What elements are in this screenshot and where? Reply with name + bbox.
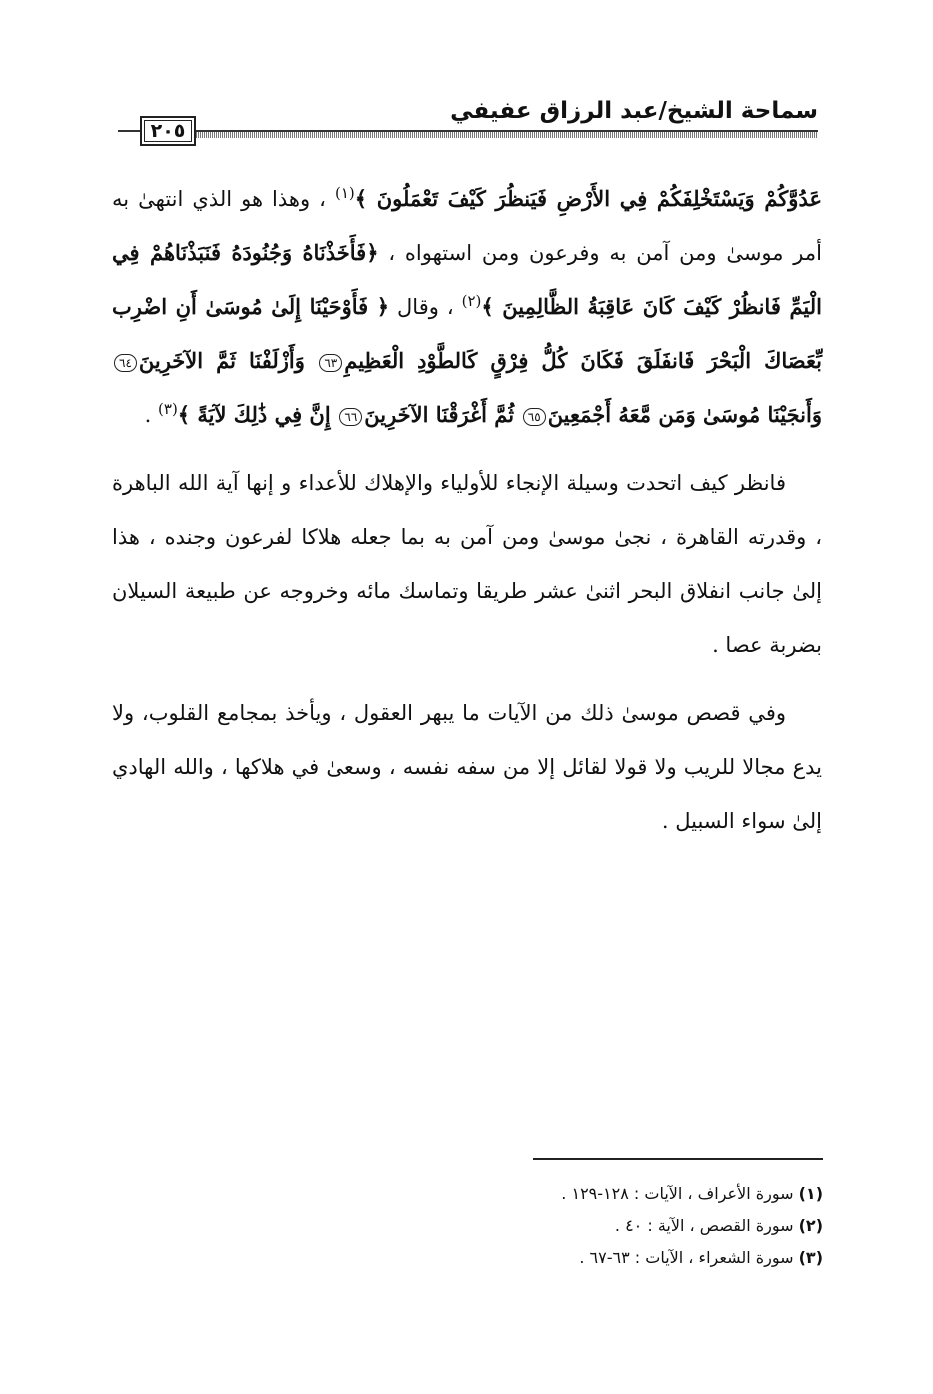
quran-verse: عَدُوَّكُمْ وَيَسْتَخْلِفَكُمْ فِي الأَرْضِ فَيَنظُرَ كَيْفَ تَعْمَلُونَ ﴾ [354,186,823,211]
quran-verse: ﴿فَأَخَذْنَاهُ وَجُنُودَهُ فَنَبَذْنَاهُمْ فِي الْيَمِّ فَانظُرْ كَيْفَ كَانَ عَاقِبَةُ الظَّالِمِينَ ﴾ [112,240,823,319]
text-run: وفي قصص موسىٰ ذلك من الآيات ما يبهر العقول ، ويأخذ بمجامع القلوب، ولا يدع مجالا للريب ولا قولا لقائل إلا من سفه نفسه ، وسعىٰ في هلاكها ، والله الهادي إلىٰ سواء السبيل . [112,701,822,833]
footnote-number: (٣) [798,1248,823,1267]
quran-verse: ﴿ فَأَوْحَيْنَا إِلَىٰ مُوسَىٰ أَنِ اضْرِب بِّعَصَاكَ الْبَحْرَ فَانفَلَقَ فَكَانَ كُلُّ فِرْقٍ كَالطَّوْدِ الْعَظِيمِ [112,294,822,373]
footnote [323,1242,823,1274]
footnote-ref: (١) [334,184,355,202]
footnote-separator [533,1158,823,1160]
quran-verse: إِنَّ فِي ذَٰلِكَ لآيَةً ﴾ [177,402,331,427]
footnote-number: (١) [798,1184,823,1203]
ayah-number-marker: ٦٣ [319,354,342,372]
header-title: سماحة الشيخ/عبد الرزاق عفيفي [450,98,818,124]
ayah-number-marker: ٦٦ [339,408,362,426]
footnote [323,1178,823,1210]
text-run: ، وهذا هو الذي انتهىٰ به أمر موسىٰ ومن آمن به وفرعون ومن استهواه ، [112,187,822,265]
paragraph [112,172,822,442]
paragraph [112,686,822,848]
body-text [112,172,822,848]
text-run: . [144,403,159,427]
quran-verse: وَأَنجَيْنَا مُوسَىٰ وَمَن مَّعَهُ أَجْمَعِينَ [547,402,822,427]
footnote [323,1210,823,1242]
footnote-text: سورة الشعراء ، الآيات : ٦٣-٦٧ . [579,1248,799,1267]
footnotes [323,1178,823,1274]
header-rule [196,130,818,138]
text-run: ، وقال [389,295,462,319]
footnote-ref: (٢) [461,292,482,310]
ayah-number-marker: ٦٥ [523,408,546,426]
text-run: فانظر كيف اتحدت وسيلة الإنجاء للأولياء والإهلاك للأعداء و إنها آية الله الباهرة ، وقدرته القاهرة ، نجىٰ موسىٰ ومن آمن به بما جعله هلاكا لفرعون وجنده ، هذا إلىٰ جانب انفلاق البحر اثنىٰ عشر طريقا وتماسك مائه وخروجه عن طبيعة السيلان بضربة عصا . [112,471,822,657]
quran-verse: وَأَزْلَفْنَا ثَمَّ الآخَرِينَ [138,348,305,373]
footnote-text: سورة الأعراف ، الآيات : ١٢٨-١٢٩ . [561,1184,799,1203]
ayah-number-marker: ٦٤ [114,354,137,372]
footnote-number: (٢) [798,1216,823,1235]
paragraph [112,456,822,672]
page-number: ٢٠٥ [140,116,196,146]
quran-verse: ثُمَّ أَغْرَقْنَا الآخَرِينَ [364,402,515,427]
header-rule-left [118,130,140,138]
footnote-ref: (٣) [158,400,178,418]
running-header [118,96,818,156]
footnote-text: سورة القصص ، الآية : ٤٠ . [614,1216,799,1235]
